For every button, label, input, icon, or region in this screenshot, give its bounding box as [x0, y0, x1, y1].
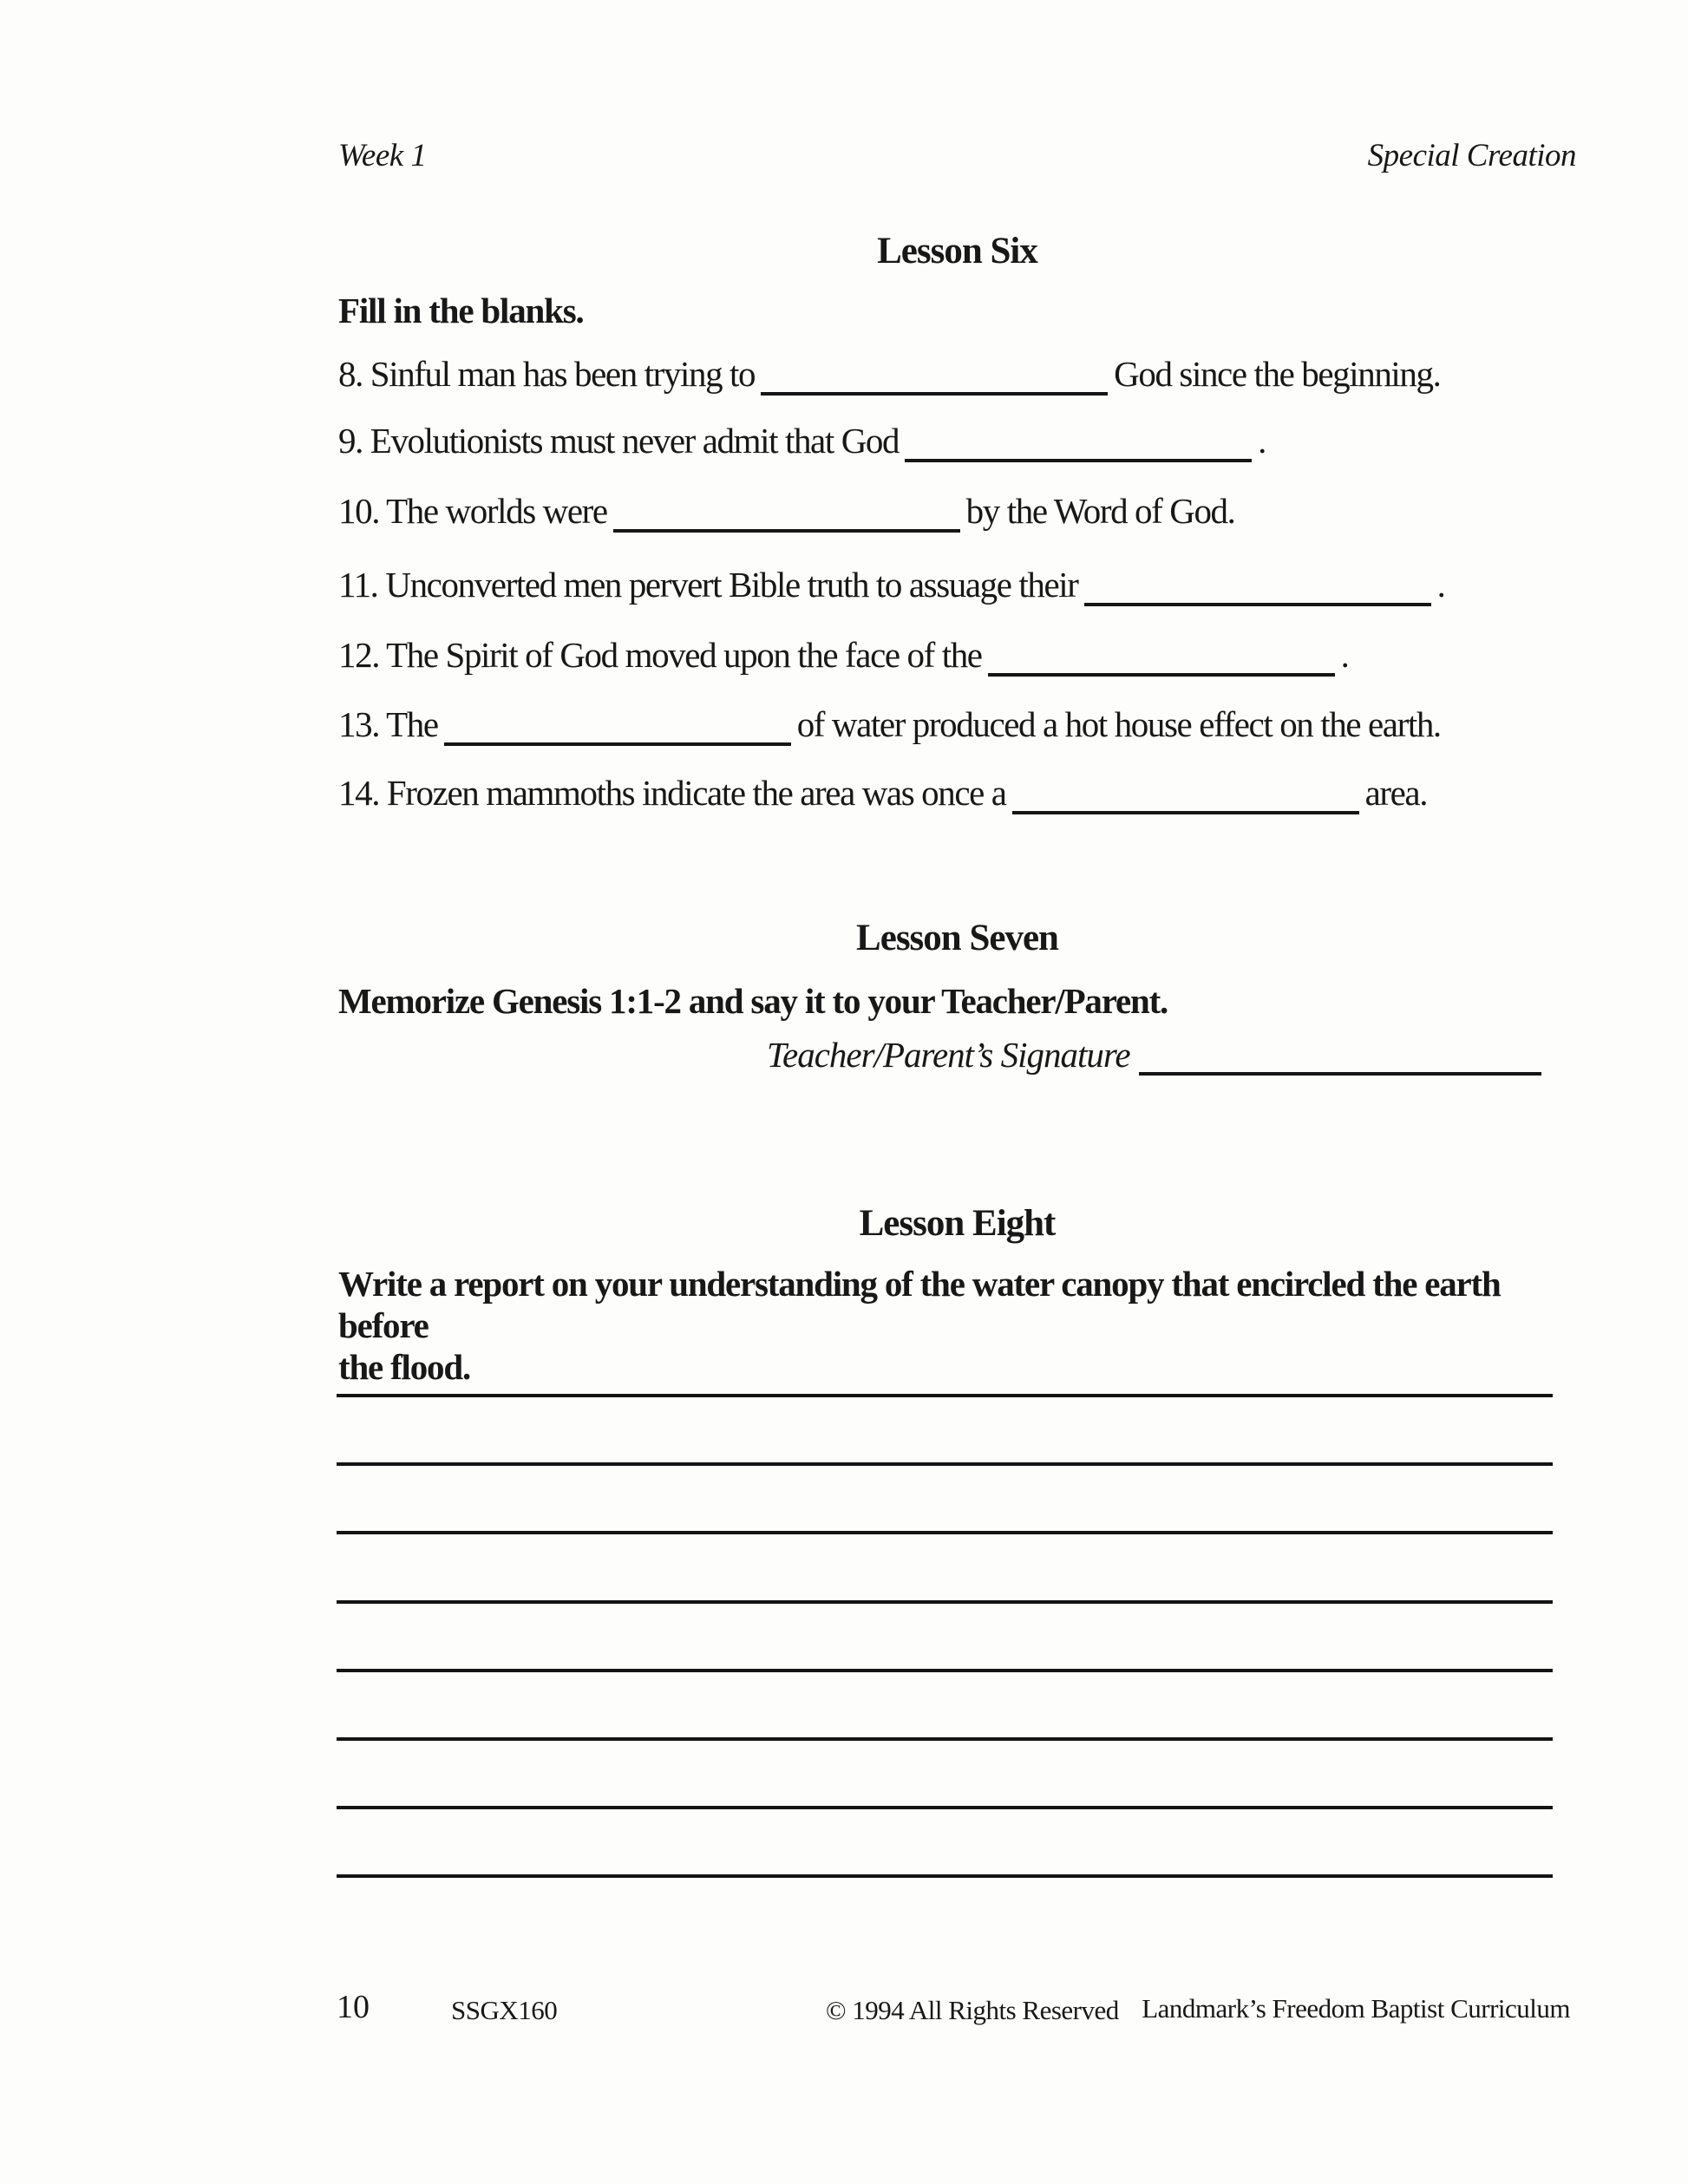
question-11	[338, 564, 1444, 606]
writing-line-7	[337, 1806, 1553, 1809]
lesson-eight-instruction	[338, 1263, 1579, 1388]
question-12-post: .	[1340, 635, 1349, 675]
question-9	[338, 420, 1266, 462]
question-13-pre: 13. The	[338, 704, 438, 744]
question-13-post: of water produced a hot house effect on the earth.	[796, 704, 1441, 744]
signature-label: Teacher/Parent’s Signature	[767, 1035, 1130, 1075]
writing-line-3	[337, 1531, 1553, 1534]
question-14-pre: 14. Frozen mammoths indicate the area was once a	[338, 773, 1006, 813]
question-12-pre: 12. The Spirit of God moved upon the face of the	[338, 635, 982, 675]
writing-line-4	[337, 1600, 1553, 1604]
lesson-seven-heading: Lesson Seven	[856, 918, 1058, 958]
lesson-eight-heading: Lesson Eight	[859, 1203, 1056, 1244]
fill-in-blank-14	[1012, 783, 1359, 814]
lesson-six-instruction: Fill in the blanks.	[338, 291, 584, 330]
question-8-post: God since the beginning.	[1114, 354, 1441, 394]
lesson-eight-instruction-line1: Write a report on your understanding of the water canopy that encircled the earth before	[338, 1264, 1501, 1345]
lesson-seven-instruction: Memorize Genesis 1:1-2 and say it to your Teacher/Parent.	[338, 981, 1168, 1021]
question-10	[338, 490, 1235, 533]
fill-in-blank-9	[905, 431, 1252, 462]
question-9-post: .	[1258, 421, 1266, 461]
question-14	[338, 772, 1427, 814]
publisher-name: Landmark’s Freedom Baptist Curriculum	[1142, 1993, 1570, 2024]
writing-line-2	[337, 1462, 1553, 1466]
signature-row	[767, 1034, 1541, 1076]
fill-in-blank-13	[444, 715, 791, 746]
lesson-six-heading: Lesson Six	[877, 231, 1037, 271]
week-label: Week 1	[338, 138, 427, 173]
question-10-pre: 10. The worlds were	[338, 491, 607, 531]
question-10-post: by the Word of God.	[965, 491, 1235, 531]
question-13	[338, 703, 1441, 746]
writing-line-5	[337, 1669, 1553, 1672]
writing-line-1	[337, 1394, 1553, 1397]
question-14-post: area.	[1364, 773, 1428, 813]
question-9-pre: 9. Evolutionists must never admit that God	[338, 421, 900, 461]
question-12	[338, 634, 1348, 677]
question-11-post: .	[1436, 565, 1445, 605]
page-number: 10	[337, 1989, 370, 2025]
signature-line	[1139, 1063, 1541, 1076]
lesson-eight-instruction-line2: the flood.	[338, 1347, 471, 1387]
question-11-pre: 11. Unconverted men pervert Bible truth to assuage their	[338, 565, 1078, 605]
fill-in-blank-12	[988, 645, 1335, 677]
fill-in-blank-11	[1084, 575, 1431, 606]
question-8	[338, 353, 1440, 396]
writing-line-8	[337, 1874, 1553, 1878]
fill-in-blank-10	[613, 501, 960, 533]
curriculum-code: SSGX160	[451, 1995, 558, 2025]
writing-line-6	[337, 1737, 1553, 1741]
unit-title: Special Creation	[1367, 138, 1576, 173]
copyright-notice: © 1994 All Rights Reserved	[826, 1995, 1119, 2025]
question-8-pre: 8. Sinful man has been trying to	[338, 354, 756, 394]
fill-in-blank-8	[761, 364, 1108, 396]
